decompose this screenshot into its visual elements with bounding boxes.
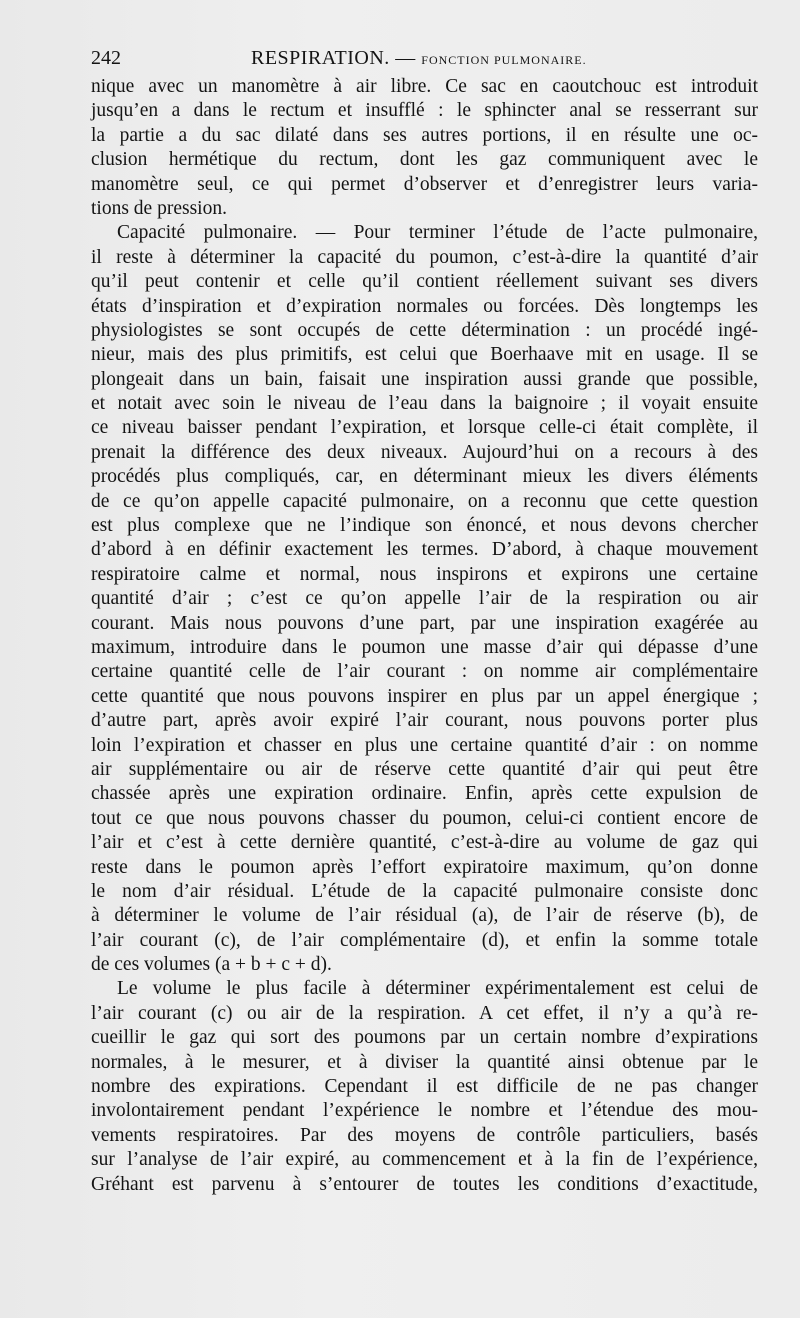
text-line: cueillir le gaz qui sort des poumons par un certain nombre d’expirations: [91, 1027, 758, 1049]
text-line: Le volume le plus facile à déterminer expérimentalement est celui de: [117, 978, 758, 1000]
text-line: plongeait dans un bain, faisait une inspiration aussi grande que possible,: [91, 368, 758, 390]
text-line: quantité d’air ; c’est ce qu’on appelle l’air de la respiration ou air: [91, 588, 758, 610]
text-line: à déterminer le volume de l’air résidual (a), de l’air de réserve (b), de: [91, 905, 758, 927]
running-title: [251, 44, 587, 74]
text-line: normales, à le mesurer, et à diviser la quantité ainsi obtenue par le: [91, 1051, 758, 1073]
text-line: involontairement pendant l’expérience le nombre et l’étendue des mou-: [91, 1100, 758, 1122]
text-line: d’abord à en définir exactement les termes. D’abord, à chaque mouvement: [91, 539, 758, 561]
text-line: reste dans le poumon après l’effort expiratoire maximum, qu’on donne: [91, 856, 758, 878]
text-line: certaine quantité celle de l’air courant : on nomme air complémentaire: [91, 661, 758, 683]
body-text: [91, 75, 758, 1197]
text-line: l’air courant (c), de l’air complémentaire (d), et enfin la somme totale: [91, 929, 758, 951]
running-title-main: RESPIRATION. —: [251, 47, 416, 69]
page-number: 242: [91, 47, 121, 69]
text-line: états d’inspiration et d’expiration normales ou forcées. Dès longtemps les: [91, 295, 758, 317]
text-line: vements respiratoires. Par des moyens de contrôle particuliers, basés: [91, 1124, 758, 1146]
running-header: [91, 44, 761, 72]
text-line: et notait avec soin le niveau de l’eau dans la baignoire ; il voyait ensuite: [91, 393, 758, 415]
text-line: d’autre part, après avoir expiré l’air courant, nous pouvons porter plus: [91, 710, 758, 732]
text-line: l’air courant (c) ou air de la respiration. A cet effet, il n’y a qu’à re-: [91, 1002, 758, 1024]
text-line: tout ce que nous pouvons chasser du poumon, celui-ci contient encore de: [91, 807, 758, 829]
text-line: ce niveau baisser pendant l’expiration, et lorsque celle-ci était complète, il: [91, 417, 758, 439]
text-line: il reste à déterminer la capacité du poumon, c’est-à-dire la quantité d’air: [91, 246, 758, 268]
text-line: manomètre seul, ce qui permet d’observer et d’enregistrer leurs varia-: [91, 173, 758, 195]
text-line: Gréhant est parvenu à s’entourer de toutes les conditions d’exactitude,: [91, 1173, 758, 1195]
text-line: procédés plus compliqués, car, en déterminant mieux les divers éléments: [91, 466, 758, 488]
text-line: qu’il peut contenir et celle qu’il contient réellement suivant ses divers: [91, 271, 758, 293]
text-line: cette quantité que nous pouvons inspirer en plus par un appel énergique ;: [91, 685, 758, 707]
text-line: l’air et c’est à cette dernière quantité, c’est-à-dire au volume de gaz qui: [91, 832, 758, 854]
text-line: la partie a du sac dilaté dans ses autres portions, il en résulte une oc-: [91, 124, 758, 146]
text-line: de ce qu’on appelle capacité pulmonaire, on a reconnu que cette question: [91, 490, 758, 512]
text-line: tions de pression.: [91, 197, 227, 219]
text-line: clusion hermétique du rectum, dont les gaz communiquent avec le: [91, 149, 758, 171]
text-line: loin l’expiration et chasser en plus une certaine quantité d’air : on nomme: [91, 734, 758, 756]
text-line: maximum, introduire dans le poumon une masse d’air qui dépasse d’une: [91, 636, 758, 658]
text-line: nique avec un manomètre à air libre. Ce sac en caoutchouc est introduit: [91, 76, 758, 97]
running-title-sub: FONCTION PULMONAIRE.: [421, 53, 587, 67]
text-line: le nom d’air résidual. L’étude de la capacité pulmonaire consiste donc: [91, 880, 758, 902]
text-line: air supplémentaire ou air de réserve cette quantité d’air qui peut être: [91, 758, 758, 780]
text-line: nombre des expirations. Cependant il est difficile de ne pas changer: [91, 1076, 758, 1098]
text-line: de ces volumes (a + b + c + d).: [91, 954, 332, 976]
text-line: physiologistes se sont occupés de cette détermination : un procédé ingé-: [91, 319, 758, 341]
text-line: courant. Mais nous pouvons d’une part, par une inspiration exagérée au: [91, 612, 758, 634]
text-line: jusqu’en a dans le rectum et insufflé : le sphincter anal se resserrant sur: [91, 100, 758, 122]
text-line: Capacité pulmonaire. — Pour terminer l’étude de l’acte pulmonaire,: [117, 222, 758, 244]
text-line: chassée après une expiration ordinaire. Enfin, après cette expulsion de: [91, 783, 758, 805]
text-line: respiratoire calme et normal, nous inspirons et expirons une certaine: [91, 563, 758, 585]
text-line: prenait la différence des deux niveaux. Aujourd’hui on a recours à des: [91, 441, 758, 463]
text-line: nieur, mais des plus primitifs, est celui que Boerhaave mit en usage. Il se: [91, 344, 758, 366]
text-line: est plus complexe que ne l’indique son énoncé, et nous devons chercher: [91, 515, 758, 537]
text-line: sur l’analyse de l’air expiré, au commencement et à la fin de l’expérience,: [91, 1149, 758, 1171]
